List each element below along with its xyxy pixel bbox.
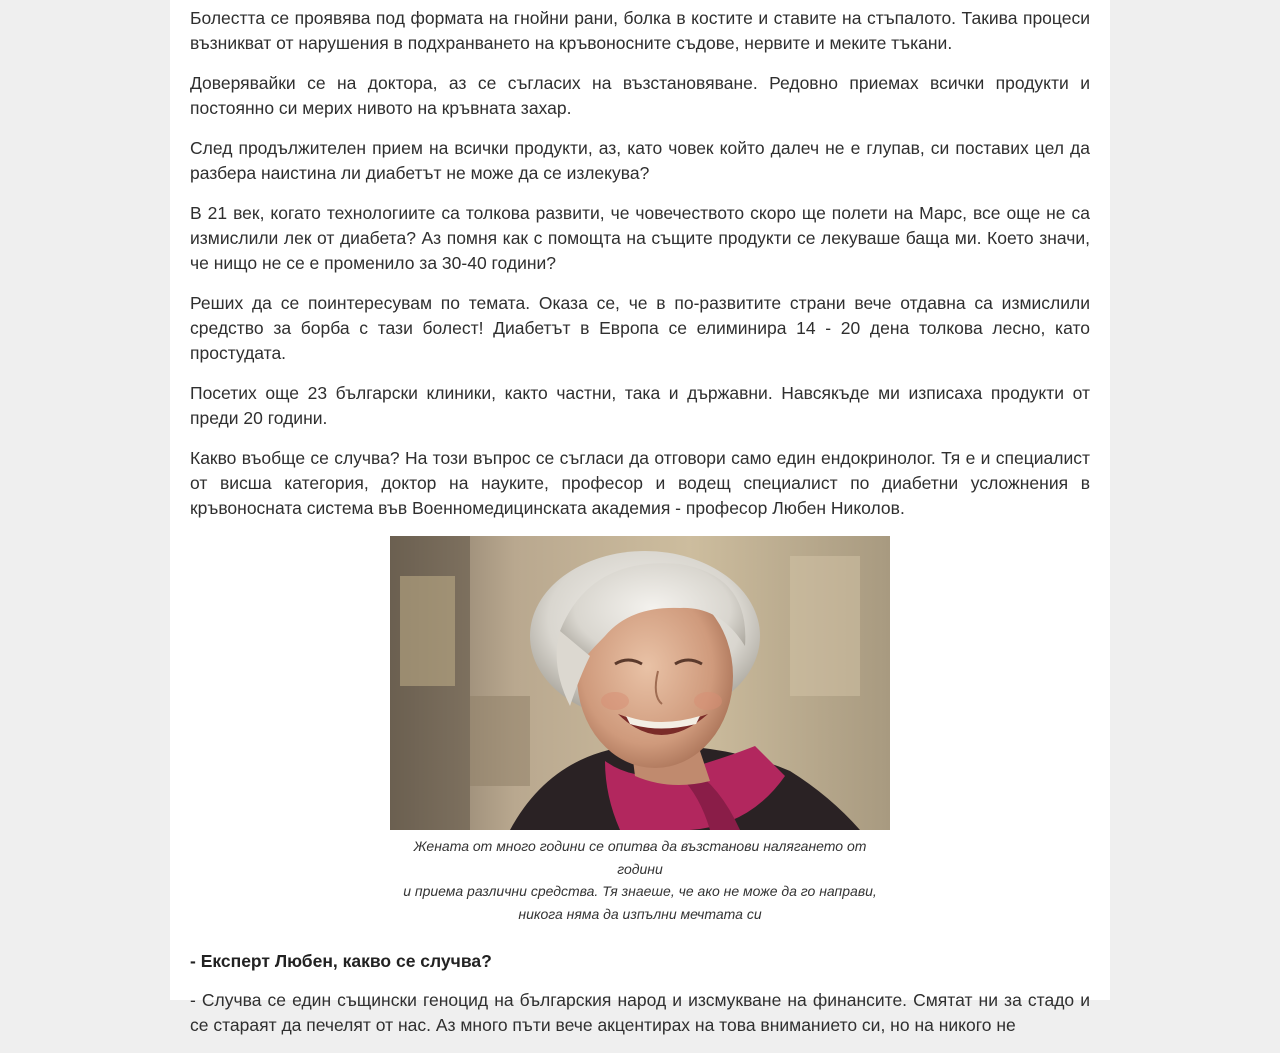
article-paragraph: Реших да се поинтересувам по темата. Оказа се, че в по-развитите страни вече отдавна са измислили средство за борба с тази болест! Диабетът в Европа се елиминира 14 - 20 дена толкова лесно, като простудата. [190,293,1090,363]
caption-line: никога няма да изпълни мечтата си [518,905,762,922]
interview-question: - Експерт Любен, какво се случва? [190,951,492,971]
article-paragraph: След продължителен прием на всички продукти, аз, като човек който далеч не е глупав, си поставих цел да разбера наистина ли диабетът не може да се излекува? [190,138,1090,183]
article-paragraph: Какво въобще се случва? На този въпрос се съгласи да отговори само един ендокринолог. Тя е и специалист от висша категория, доктор на науките, професор и водещ специалист по диабетни усложнения в кръвоносната система във Военномедицинската академия - професор Любен Николов. [190,448,1090,518]
article-paragraph: В 21 век, когато технологиите са толкова развити, че човечеството скоро ще полети на Марс, все още не са измислили лек от диабета? Аз помня как с помощта на същите продукти се лекуваше баща ми. Което значи, че нищо не се е променило за 30-40 години? [190,203,1090,273]
article-photo [390,536,890,830]
article-figure [390,536,890,925]
article-page [170,0,1110,1035]
article-paragraph: Посетих още 23 български клиники, както частни, така и държавни. Навсякъде ми изписаха продукти от преди 20 години. [190,383,1090,428]
figure-caption [390,835,890,925]
article-content [190,6,1090,1053]
caption-line: и приема различни средства. Тя знаеше, че ако не може да го направи, [403,883,877,899]
article-paragraph: Доверявайки се на доктора, аз се съгласих на възстановяване. Редовно приемах всички продукти и постоянно си мерих нивото на кръвната захар. [190,73,1090,118]
interview-answer: - Случва се един същински геноцид на българския народ и изсмукване на финансите. Смятат ни за стадо и се стараят да печелят от нас. Аз много пъти вече акцентирах на това вниманието си, но на никого не [190,990,1090,1035]
caption-line: Жената от много години се опитва да възстанови налягането от години [413,838,867,877]
article-paragraph: Болестта се проявява под формата на гнойни рани, болка в костите и ставите на стъпалото. Такива процеси възникват от нарушения в подхранването на кръвоносните съдове, нервите и меките тъкани. [190,8,1090,53]
